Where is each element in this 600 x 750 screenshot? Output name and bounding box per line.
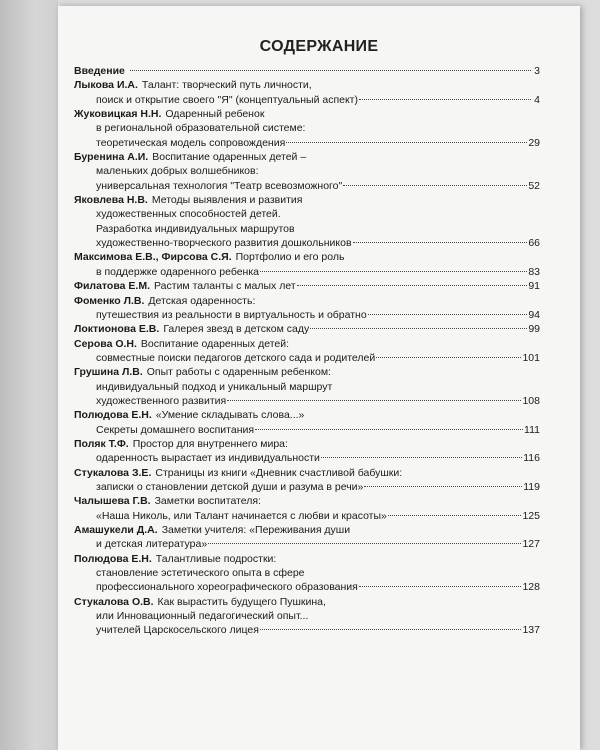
page-title: СОДЕРЖАНИЕ [259,38,379,55]
leader-dots [255,429,523,430]
toc-page-number: 4 [534,93,540,106]
toc-text: Портфолио и его роль [235,251,345,264]
toc-text: Талант: творческий путь личности, [141,79,312,92]
toc-author: Амашукели Д.А. [74,524,158,536]
toc-text: «Умение складывать слова...» [155,409,305,422]
toc-text: маленьких добрых волшебников: [96,165,259,178]
toc-page-number: 91 [528,280,540,293]
toc-text: Одаренный ребенок [165,108,265,121]
toc-author: Локтионова Е.В. [74,323,160,336]
toc-page-number: 119 [523,480,540,493]
toc-entry [74,250,540,279]
toc-text: Разработка индивидуальных маршрутов [96,222,295,235]
toc-author: Чалышева Г.В. [74,495,151,508]
toc-line [74,423,540,437]
toc-line [74,408,540,422]
toc-line [74,121,540,135]
toc-author: Стукалова О.В. [74,595,154,608]
toc-text: теоретическая модель сопровождения [96,136,286,149]
toc-entry [74,279,540,293]
toc-text: Методы выявления и развития [151,194,303,207]
toc-text: путешествия из реальности в виртуальность и обратно [96,308,367,321]
toc-text: Страницы из книги «Дневник счастливой бабушки: [155,466,403,479]
toc-text: Галерея звезд в детском саду [163,323,310,336]
toc-text: индивидуальный подход и уникальный маршрут [96,380,333,393]
toc-line [74,136,540,150]
leader-dots [208,543,521,544]
toc-line [74,552,540,566]
leader-dots [368,314,528,315]
toc-entry [74,365,540,408]
toc-line [74,64,540,78]
toc-line [74,107,540,121]
toc-author: Жуковицкая Н.Н. [74,108,162,121]
book-spine [0,0,58,750]
toc-line [74,609,540,623]
toc-entry [74,107,540,150]
toc-page-number: 137 [522,624,540,637]
toc-page-number: 108 [522,394,540,407]
toc-page-number: 128 [522,581,540,594]
toc-entry [74,595,540,638]
toc-line [74,351,540,365]
toc-author: Филатова Е.М. [74,280,151,293]
toc-line [74,337,540,351]
toc-text: профессионального хореографического образования [96,581,358,594]
toc-line [74,179,540,193]
toc-author: Серова О.Н. [74,337,137,350]
toc-author: Яковлева Н.В. [74,194,148,207]
toc-line [74,580,540,594]
toc-line [74,308,540,322]
leader-dots [286,142,527,143]
toc-text: и детская литература» [96,538,208,551]
toc-page-number: 3 [534,65,540,77]
toc-entry [74,437,540,466]
toc-text: становление эстетического опыта в сфере [96,567,305,580]
toc-author: Стукалова З.Е. [74,466,152,479]
leader-dots [376,357,521,358]
toc-text: Заметки воспитателя: [154,495,261,508]
toc-line [74,394,540,408]
toc-page-number: 94 [528,308,540,321]
toc-text: Детская одаренность: [148,294,256,307]
toc-text: учителей Царскосельского лицея [96,624,259,637]
toc-page-number: 83 [528,265,540,278]
toc-entry [74,78,540,107]
toc-author: Максимова Е.В., Фирсова С.Я. [74,251,232,264]
leader-dots [310,328,527,329]
toc-page-number: 66 [528,237,540,250]
toc-page-number: 99 [528,323,540,336]
toc-entry [74,322,540,336]
toc-page-number: 29 [528,136,540,149]
toc-line [74,509,540,523]
toc-line [74,537,540,551]
toc-text: художественных способностей детей. [96,208,281,221]
toc-entry [74,408,540,437]
toc-author: Поляк Т.Ф. [74,437,129,450]
toc-entry [74,337,540,366]
leader-dots [227,400,521,401]
toc-line [74,250,540,264]
toc-entry [74,193,540,250]
toc-text: «Наша Николь, или Талант начинается с любви и красоты» [96,509,387,522]
toc-text: записки о становлении детской души и разума в речи» [96,480,364,493]
toc-line [74,595,540,609]
toc-line [74,236,540,250]
toc-line [74,279,540,293]
toc-line [74,222,540,236]
toc-text: совместные поиски педагогов детского сада и родителей [96,351,376,364]
toc-line [74,93,540,107]
toc-text: Воспитание одаренных детей – [152,151,307,164]
toc-entry [74,294,540,323]
toc-text: Заметки учителя: «Переживания души [161,524,351,536]
toc-author: Введение [74,65,125,77]
toc-line [74,523,540,537]
toc-entry [74,523,540,552]
toc-text: или Инновационный педагогический опыт... [96,610,309,623]
toc-line [74,150,540,164]
toc-text: художественного развития [96,394,227,407]
toc-author: Буренина А.И. [74,151,149,164]
leader-dots [260,271,527,272]
toc-line [74,322,540,336]
toc-text: в региональной образовательной системе: [96,122,306,135]
toc-text: Секреты домашнего воспитания [96,423,255,436]
toc-page-number: 125 [522,509,540,522]
toc-text: поиск и открытие своего "Я" (концептуальный аспект) [96,93,358,106]
toc-text: одаренность вырастает из индивидуальности [96,452,320,465]
book-page [58,6,580,750]
toc-author: Фоменко Л.В. [74,294,145,307]
toc-line [74,466,540,480]
toc-text: Воспитание одаренных детей: [140,337,290,350]
toc-line [74,566,540,580]
leader-dots [321,457,522,458]
leader-dots [343,185,527,186]
toc-text: Растим таланты с малых лет [154,280,296,293]
toc-line [74,164,540,178]
toc-text: Как вырастить будущего Пушкина, [157,595,326,608]
toc-entry [74,150,540,193]
toc-line [74,78,540,92]
toc-page-number: 52 [528,179,540,192]
toc-line [74,623,540,637]
leader-dots [353,242,528,243]
toc-page-number: 116 [523,452,540,465]
toc-text: художественно-творческого развития дошкольников [96,237,352,250]
toc-text: в поддержке одаренного ребенка [96,265,260,278]
toc-text: Опыт работы с одаренным ребенком: [146,366,331,379]
toc-entry [74,552,540,595]
toc-text: Простор для внутреннего мира: [132,437,288,450]
table-of-contents [74,64,540,638]
toc-author: Полюдова Е.Н. [74,409,152,422]
toc-author: Полюдова Е.Н. [74,552,152,565]
toc-line [74,480,540,494]
toc-page-number: 101 [522,351,540,364]
toc-line [74,207,540,221]
toc-line [74,193,540,207]
leader-dots [359,99,531,100]
toc-line [74,365,540,379]
toc-author: Грушина Л.В. [74,366,143,379]
toc-entry [74,64,540,78]
toc-page-number: 127 [522,538,540,551]
toc-line [74,294,540,308]
leader-dots [130,70,531,71]
toc-entry [74,466,540,495]
toc-entry [74,494,540,523]
toc-text: универсальная технология "Театр всевозможного" [96,179,343,192]
toc-line [74,451,540,465]
toc-author: Лыкова И.А. [74,79,138,92]
leader-dots [364,486,522,487]
leader-dots [297,285,528,286]
toc-line [74,437,540,451]
toc-line [74,380,540,394]
toc-line [74,494,540,508]
toc-text: Талантливые подростки: [155,552,277,565]
leader-dots [359,586,522,587]
toc-page-number: 111 [524,423,540,436]
leader-dots [260,629,522,630]
leader-dots [388,515,522,516]
toc-line [74,265,540,279]
